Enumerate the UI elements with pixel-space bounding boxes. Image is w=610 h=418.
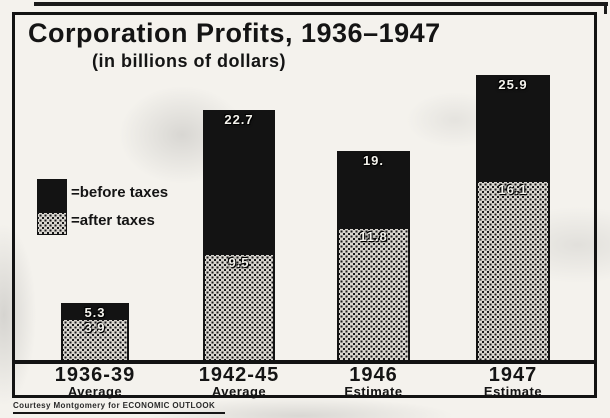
bar-segment-after-taxes [339,229,408,360]
legend-label-before-taxes: =before taxes [71,184,169,201]
x-label-year: 1947 [488,364,538,386]
bar-segment-before-taxes [339,153,408,229]
bar-1936-39 [61,303,129,362]
x-label-1946 [344,366,402,398]
x-label-1947 [484,366,542,398]
x-label-qualifier: Estimate [344,384,403,399]
x-label-qualifier: Average [211,384,267,399]
bar-segment-before-taxes [205,112,273,255]
value-label-before-taxes: 22.7 [224,112,254,127]
x-label-year: 1946 [349,364,398,386]
bar-1946 [337,151,410,362]
bar-1947 [476,75,550,362]
value-label-after-taxes: 9.5 [228,255,250,270]
x-label-qualifier: Estimate [483,384,543,399]
bar-1942-45 [203,110,275,362]
value-label-before-taxes: 5.3 [84,305,106,320]
legend-label-after-taxes: =after taxes [71,212,155,229]
value-label-before-taxes: 25.9 [498,77,528,92]
value-label-after-taxes: 11.8 [359,229,388,244]
x-label-year: 1942-45 [198,364,280,386]
value-label-after-taxes: 16.1 [498,182,528,197]
bar-segment-after-taxes [478,182,548,360]
bar-segment-before-taxes [63,305,127,320]
x-label-1942-45 [199,366,279,398]
bar-segment-before-taxes [478,77,548,182]
value-label-after-taxes: 3.9 [84,320,106,335]
chart-subtitle: (in billions of dollars) [92,51,286,71]
x-label-year: 1936-39 [54,364,136,386]
x-label-qualifier: Average [67,384,123,399]
chart-title: Corporation Profits, 1936–1947 [28,18,441,48]
credit-text: Courtesy Montgomery for ECONOMIC OUTLOOK [13,401,225,414]
bar-segment-after-taxes [205,255,273,360]
value-label-before-taxes: 19. [362,153,385,168]
x-label-1936-39 [55,366,135,398]
bar-segment-after-taxes [63,320,127,360]
